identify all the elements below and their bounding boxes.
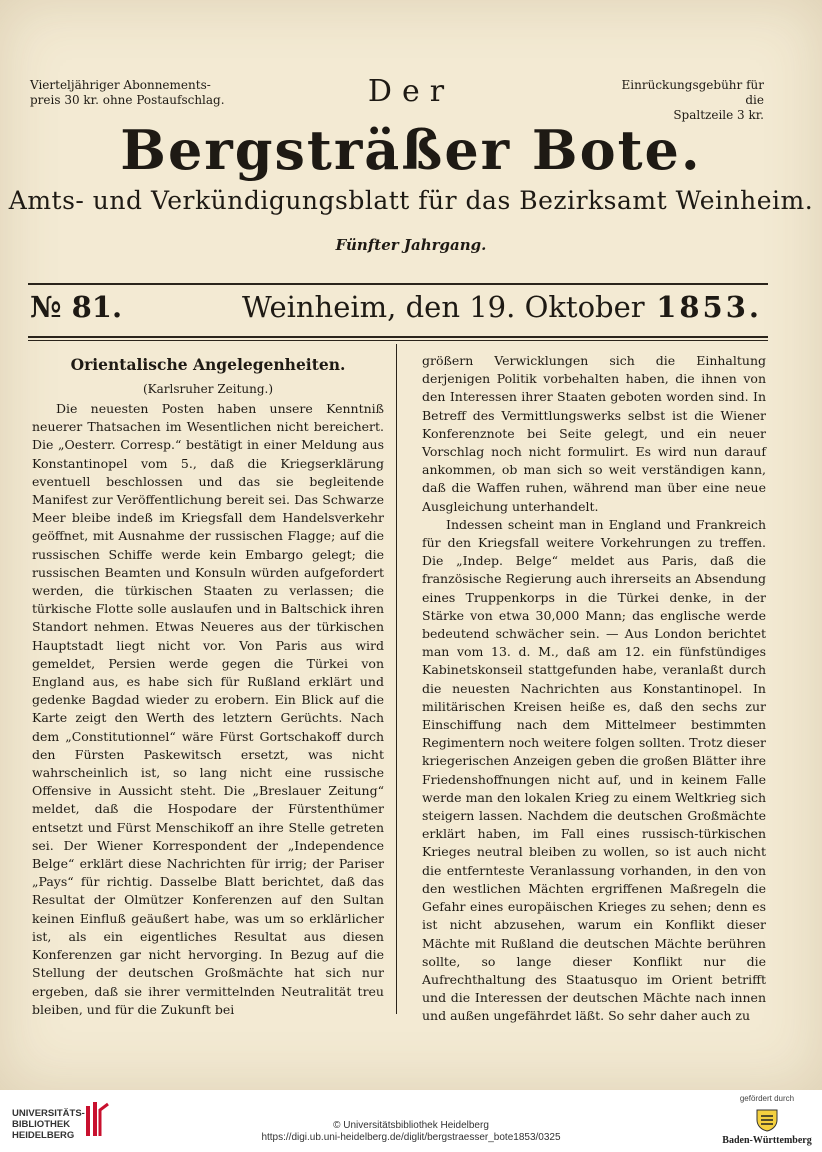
funding-block — [722, 1094, 812, 1146]
copyright-block — [0, 1120, 822, 1144]
funder-name: Baden-Württemberg — [722, 1135, 812, 1146]
column-left — [32, 352, 384, 1019]
masthead-title: Bergsträßer Bote. — [120, 118, 702, 182]
dateline — [30, 290, 766, 330]
coat-of-arms-icon — [754, 1107, 780, 1133]
rule-bottom-thin — [28, 340, 768, 341]
article-paragraph: größern Verwicklungen sich die Einhaltung derjenigen Politik vorbehalten haben, die ihnen von den Interessen ihrer Staaten geboten worden sind. In Betreff des Vermittlungswerks selbst ist die Wiener Konferenznote bei Seite gelegt, und ein neuer Vorschlag noch nicht formulirt. Es wird nun darauf ankommen, ob man sich so weit verständigen kann, daß die Waffen ruhen, während man über eine neue Ausgleichung unterhandelt. — [422, 353, 766, 514]
column-right — [422, 352, 766, 1026]
volume-year: Fünfter Jahrgang. — [335, 236, 487, 254]
issue-number: № 81. — [30, 290, 123, 324]
article-paragraph: Die neuesten Posten haben unsere Kenntniß neuerer Thatsachen im Wesentlichen nicht bereichert. Die „Oesterr. Corresp.“ bestätigt in einer Meldung aus Konstantinopel vom 5., daß die Kriegserklärung eventuell beschlossen und das sie begleitende Manifest zur Veröffentlichung bereit sei. Das Schwarze Meer bleibe indeß im Kriegsfall dem Handelsverkehr geöffnet, mit Ausnahme der russischen Flagge; auf die russischen Schiffe werde kein Embargo gelegt; die russischen Beamten und Konsuln würden aufgefordert werden, die türkischen Staaten zu verlassen; die türkische Flotte solle auslaufen und in Baltschick ihren Standort nehmen. Etwas Neueres aus der türkischen Hauptstadt liegt nicht vor. Von Paris aus wird gemeldet, Persien werde gegen die Türkei von England aus, es habe sich für Rußland erklärt und gedenke Bagdad wieder zu erobern. Ein Blick auf die Karte zeigt den Werth des letztern Gerüchts. Nach dem „Constitutionnel“ wäre Fürst Gortschakoff durch den Fürsten Paskewitsch ersetzt, was nicht wahrscheinlich ist, so lang nicht eine russische Offensive in Aussicht steht. Die „Breslauer Zeitung“ meldet, daß die Hospodare der Fürstenthümer entsetzt und Fürst Menschikoff an ihre Stelle getreten sei. Der Wiener Korrespondent der „Independence Belge“ erklärt diese Nachrichten für irrig; der Pariser „Pays“ für richtig. Dasselbe Blatt berichtet, daß das Resultat der Olmützer Konferenzen auf den Sultan keinen Einfluß geäußert habe, was um so erklärlicher ist, als ein eigentliches Resultat aus diesen Konferenzen gar nicht hervorging. In Bezug auf die Stellung der deutschen Großmächte hat sich nur ergeben, daß sie ihrer vermittelnden Neutralität treu bleiben, und für die Zukunft bei — [32, 401, 384, 1017]
article-paragraph: Indessen scheint man in England und Frankreich für den Kriegsfall weitere Vorkehrungen zu treffen. Die „Indep. Belge“ meldet aus Paris, daß die französische Regierung auch ihrerseits an Absendung eines Truppenkorps in die Türkei denke, in der Stärke von etwa 30,000 Mann; das englische werde bedeutend schwächer sein. — Aus London berichtet man vom 13. d. M., daß am 12. ein fünfstündiges Kabinetskonseil stattgefunden habe, veranlaßt durch die neuesten Nachrichten aus Konstantinopel. In militärischen Kreisen heiße es, daß den sechs zur Einschiffung nach dem Mittelmeer bestimmten Regimentern noch weitere folgen sollten. Trotz dieser kriegerischen Anzeigen geben die großen Blätter ihre Friedenshoffnungen nicht auf, und in keinem Falle werde man den lokalen Krieg zu einem Weltkrieg sich steigern lassen. Nachdem die deutschen Großmächte erklärt haben, im Fall eines russisch-türkischen Krieges neutral bleiben zu wollen, so ist auch nicht die entfernteste Veranlassung vorhanden, in den von den westlichen Mächten ergriffenen Maßregeln die Gefahr eines europäischen Krieges zu sehen; denn es ist nicht abzusehen, warum ein Konflikt dieser Mächte mit Rußland die deutschen Mächte berühren sollte, so lange dieser Konflikt nur die Aufrechthaltung des Staatusquo im Orient betrifft und die Interessen der deutschen Mächte nach innen und außen ungefährdet läßt. So sehr daher auch zu — [422, 516, 766, 1024]
source-url[interactable]: https://digi.ub.uni-heidelberg.de/diglit/bergstraesser_bote1853/0325 — [261, 1132, 561, 1143]
article-source: (Karlsruher Zeitung.) — [142, 382, 274, 396]
footer — [0, 1090, 822, 1152]
column-divider — [396, 344, 397, 1014]
place-date: Weinheim, den 19. Oktober — [242, 290, 645, 324]
rule-bottom — [28, 336, 768, 338]
insertion-fee: Einrückungsgebühr für die Spaltzeile 3 kr. — [621, 78, 764, 122]
article-headline: Orientalische Angelegenheiten. — [70, 355, 346, 374]
library-name: UNIVERSITÄTS- BIBLIOTHEK HEIDELBERG — [12, 1108, 85, 1141]
subscription-price: Vierteljähriger Abonnements- preis 30 kr. ohne Postaufschlag. — [30, 78, 225, 107]
funding-label: gefördert durch — [739, 1094, 795, 1103]
masthead-article: Der — [367, 74, 455, 109]
rule-top — [28, 283, 768, 285]
masthead-subtitle: Amts- und Verkündigungsblatt für das Bezirksamt Weinheim. — [8, 186, 814, 215]
issue-year: 1853. — [656, 290, 762, 324]
copyright-text: © Universitätsbibliothek Heidelberg — [333, 1120, 489, 1131]
